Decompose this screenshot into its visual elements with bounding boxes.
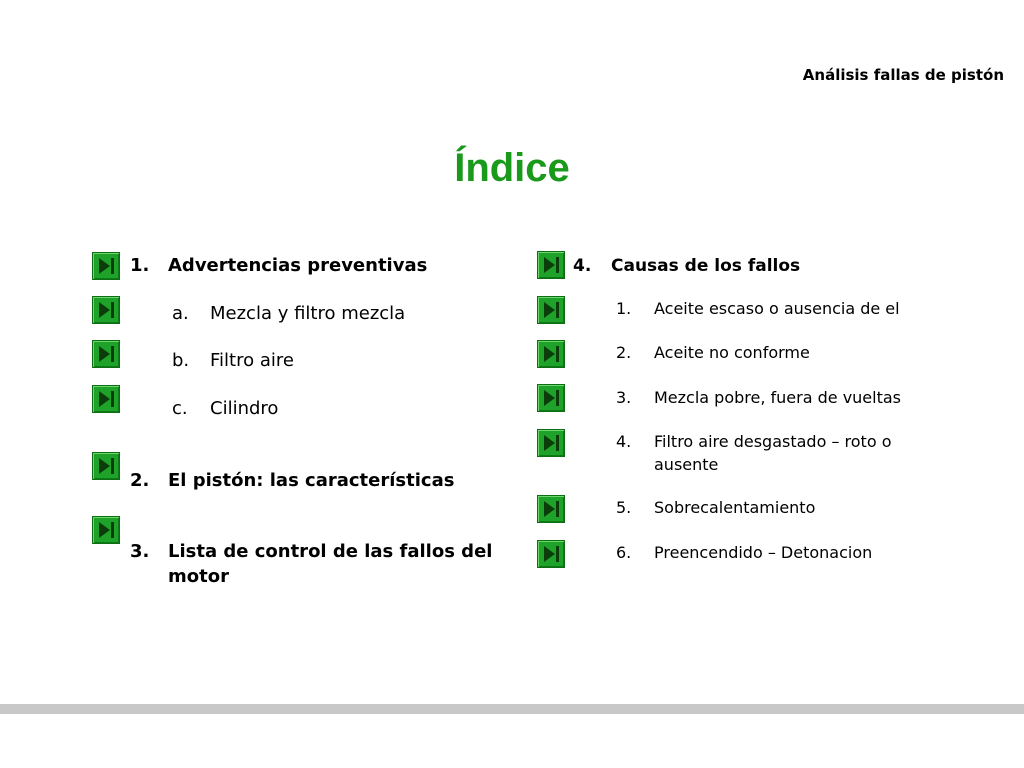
toc-number: 2. bbox=[130, 470, 150, 491]
nav-button-preencendido[interactable] bbox=[537, 540, 565, 568]
toc-label: Cilindro bbox=[210, 398, 279, 419]
nav-button-sobrecalentamiento[interactable] bbox=[537, 495, 565, 523]
toc-label: Aceite escaso o ausencia de el bbox=[654, 299, 900, 318]
toc-label: Mezcla pobre, fuera de vueltas bbox=[654, 388, 902, 407]
toc-item-filtro-desgastado[interactable] bbox=[616, 431, 956, 477]
nav-button-filtro-aire[interactable] bbox=[92, 340, 120, 368]
toc-label-line2: ausente bbox=[654, 455, 719, 474]
toc-number: 3. bbox=[616, 388, 632, 407]
nav-button-mezcla-pobre[interactable] bbox=[537, 384, 565, 412]
toc-number: 4. bbox=[573, 256, 592, 276]
toc-label: Advertencias preventivas bbox=[168, 255, 428, 276]
toc-number: c. bbox=[172, 398, 188, 419]
play-next-icon bbox=[538, 385, 564, 411]
nav-button-piston[interactable] bbox=[92, 452, 120, 480]
toc-label: El pistón: las características bbox=[168, 470, 455, 491]
toc-label-line1: Lista de control de las fallos del bbox=[168, 541, 493, 562]
play-next-icon bbox=[538, 496, 564, 522]
toc-number: 4. bbox=[616, 432, 632, 451]
toc-number: 1. bbox=[616, 299, 632, 318]
header-title: Análisis fallas de pistón bbox=[802, 66, 1004, 84]
page-title: Índice bbox=[454, 146, 570, 190]
nav-button-advertencias[interactable] bbox=[92, 252, 120, 280]
nav-button-cilindro[interactable] bbox=[92, 385, 120, 413]
toc-label: Preencendido – Detonacion bbox=[654, 543, 873, 562]
bottom-divider-bar bbox=[0, 704, 1024, 714]
nav-button-lista-control[interactable] bbox=[92, 516, 120, 544]
toc-number: 3. bbox=[130, 541, 150, 562]
nav-button-mezcla[interactable] bbox=[92, 296, 120, 324]
nav-button-aceite-escaso[interactable] bbox=[537, 296, 565, 324]
nav-button-filtro-desgastado[interactable] bbox=[537, 429, 565, 457]
play-next-icon bbox=[538, 297, 564, 323]
toc-number: a. bbox=[172, 303, 189, 324]
play-next-icon bbox=[93, 517, 119, 543]
play-next-icon bbox=[538, 430, 564, 456]
toc-number: 6. bbox=[616, 543, 632, 562]
toc-label-line1: Filtro aire desgastado – roto o bbox=[654, 432, 892, 451]
play-next-icon bbox=[93, 253, 119, 279]
nav-button-aceite-no-conforme[interactable] bbox=[537, 340, 565, 368]
toc-label: Causas de los fallos bbox=[611, 256, 801, 276]
toc-label: Sobrecalentamiento bbox=[654, 498, 816, 517]
toc-label: Mezcla y filtro mezcla bbox=[210, 303, 406, 324]
toc-number: 5. bbox=[616, 498, 632, 517]
toc-label: Aceite no conforme bbox=[654, 343, 810, 362]
toc-number: 2. bbox=[616, 343, 632, 362]
toc-number: b. bbox=[172, 350, 190, 371]
play-next-icon bbox=[93, 297, 119, 323]
play-next-icon bbox=[538, 252, 564, 278]
play-next-icon bbox=[93, 453, 119, 479]
nav-button-causas[interactable] bbox=[537, 251, 565, 279]
toc-item-lista-control[interactable] bbox=[130, 540, 530, 590]
toc-number: 1. bbox=[130, 255, 150, 276]
toc-label: Filtro aire bbox=[210, 350, 294, 371]
play-next-icon bbox=[538, 541, 564, 567]
toc-label-line2: motor bbox=[168, 566, 229, 587]
play-next-icon bbox=[93, 386, 119, 412]
play-next-icon bbox=[538, 341, 564, 367]
play-next-icon bbox=[93, 341, 119, 367]
